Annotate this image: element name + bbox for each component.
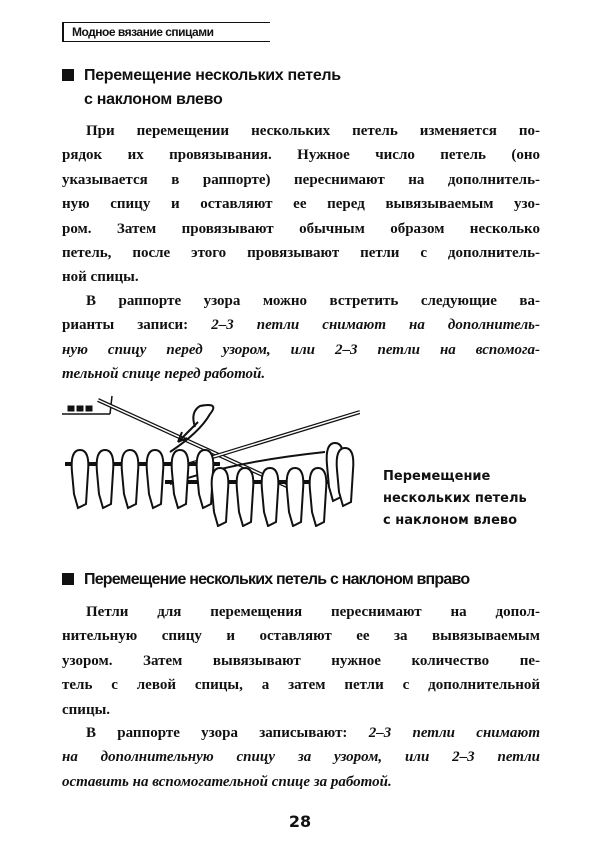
- stitch-loop: [310, 468, 327, 526]
- text-line: [62, 649, 540, 673]
- text-segment: петель, после этого провязывают петли с дополнитель-: [62, 244, 540, 261]
- text-segment: При перемещении нескольких петель изменяется по-: [86, 123, 540, 139]
- text-line: [62, 770, 540, 794]
- caption-line: нескольких петель: [383, 491, 527, 506]
- page-number: 28: [288, 812, 312, 831]
- text-line: [62, 143, 540, 167]
- caption-line: Перемещение: [383, 469, 491, 484]
- section2-paragraph-1: [62, 600, 540, 722]
- running-head: Модное вязание спицами: [62, 22, 270, 42]
- section1-heading-line: Перемещение нескольких петель: [84, 67, 341, 84]
- bullet-square-icon: [62, 69, 74, 81]
- text-line: [62, 698, 540, 722]
- text-line: [62, 673, 540, 697]
- caption-line: с наклоном влево: [383, 513, 518, 528]
- text-line: [62, 624, 540, 648]
- stitch-loop: [212, 468, 229, 526]
- text-line: [62, 217, 540, 241]
- text-line: [62, 721, 540, 745]
- text-line: [62, 119, 540, 143]
- text-segment: В раппорте узора записывают:: [86, 725, 369, 741]
- text-segment: указывается в раппорте) переснимают на дополнитель-: [62, 171, 540, 188]
- stitch-loops: [72, 443, 354, 526]
- stitch-loop: [147, 450, 164, 508]
- italic-text: на дополнительную спицу за узором, или 2–3 петли: [62, 749, 540, 766]
- text-segment: ной спицы.: [62, 269, 139, 286]
- stitch-loop: [97, 450, 114, 508]
- stitch-loop: [197, 450, 214, 508]
- stitch-loop: [262, 468, 279, 526]
- text-line: [62, 338, 540, 362]
- section2-heading-text: Перемещение нескольких петель с наклоном вправо: [84, 571, 470, 588]
- italic-text: тельной спице перед работой.: [62, 366, 266, 383]
- text-line: [62, 265, 540, 289]
- knitting-illustration: [60, 392, 360, 527]
- italic-text: ную спицу перед узором, или 2–3 петли на вспомога-: [62, 341, 540, 358]
- italic-text: 2–3 петли снимают: [368, 725, 541, 741]
- section2-heading: [62, 568, 469, 592]
- text-segment: ром. Затем провязывают обычным образом несколько: [62, 220, 540, 237]
- stitch-loop: [287, 468, 304, 526]
- stitch-loop: [237, 468, 254, 526]
- section1-heading-line: с наклоном влево: [84, 91, 223, 108]
- text-line: [62, 745, 540, 769]
- text-segment: тель с левой спицы, а затем петли с дополнительной: [62, 677, 540, 694]
- text-segment: В раппорте узора можно встретить следующие ва-: [86, 293, 540, 309]
- text-line: [62, 362, 540, 386]
- section1-heading: [62, 64, 341, 112]
- text-line: [62, 600, 540, 624]
- text-segment: ную спицу и оставляют ее перед вывязываемым узо-: [62, 196, 540, 213]
- text-segment: рианты записи:: [62, 317, 212, 334]
- text-line: [62, 289, 540, 313]
- stitch-loop: [122, 450, 139, 508]
- stitch-loop: [172, 450, 189, 508]
- section2-paragraph-2: [62, 721, 540, 794]
- figure-caption: [383, 466, 527, 532]
- bullet-square-icon: [62, 573, 74, 585]
- text-line: [62, 192, 540, 216]
- text-segment: спицы.: [62, 701, 111, 718]
- stitch-loop: [72, 450, 89, 508]
- text-segment: рядок их провязывания. Нужное число петель (оно: [62, 147, 540, 164]
- text-line: [62, 241, 540, 265]
- italic-text: 2–3 петли снимают на дополнитель-: [211, 317, 540, 334]
- text-segment: узором. Затем вывязывают нужное количество пе-: [62, 652, 540, 669]
- section1-paragraph-1: [62, 119, 540, 290]
- section1-paragraph-2: [62, 289, 540, 387]
- text-segment: нительную спицу и оставляют ее за вывязываемым: [62, 628, 540, 645]
- text-line: [62, 313, 540, 337]
- italic-text: оставить на вспомогательной спице за работой.: [62, 773, 392, 790]
- text-line: [62, 168, 540, 192]
- text-segment: Петли для перемещения переснимают на допол-: [86, 604, 540, 620]
